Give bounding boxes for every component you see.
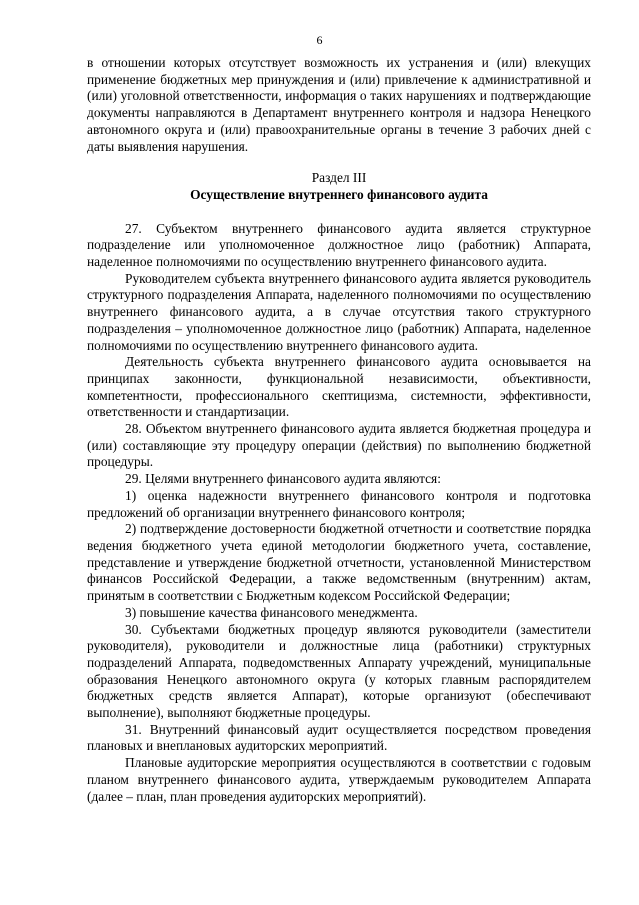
paragraph-31: 31. Внутренний финансовый аудит осуществляется посредством проведения плановых и внеплановых аудиторских мероприятий. bbox=[87, 721, 591, 754]
paragraph-30: 30. Субъектами бюджетных процедур являются руководители (заместители руководителя), руководители и должностные лица (работники) структурных подразделений Аппарата, подведомственных Аппарату учреждений, муниципальные образования Ненецкого автономного округа (у которых главным распорядителем бюджетных средств является Аппарат), которые организуют (обеспечивают выполнение), выполняют бюджетные процедуры. bbox=[87, 621, 591, 721]
paragraph-27-head: Руководителем субъекта внутреннего финансового аудита является руководитель структурного подразделения Аппарата, наделенного полномочиями по осуществлению внутреннего финансового аудита, а в случае отсутствия такого структурного подразделения – уполномоченное должностное лицо (работник) Аппарата, наделенное полномочиями по осуществлению внутреннего финансового аудита. bbox=[87, 270, 591, 353]
paragraph-29-item-3: 3) повышение качества финансового менеджмента. bbox=[125, 604, 418, 620]
paragraph-29-item-1: 1) оценка надежности внутреннего финансового контроля и подготовка предложений об организации внутреннего финансового контроля; bbox=[87, 487, 591, 520]
section-title: Осуществление внутреннего финансового аудита bbox=[190, 186, 488, 202]
intro-paragraph: в отношении которых отсутствует возможность их устранения и (или) влекущих применение бюджетных мер принуждения и (или) привлечение к административной и (или) уголовной ответственности, информация о таких нарушениях и подтверждающие документы направляются в Департамент внутреннего контроля и надзора Ненецкого автономного округа и (или) правоохранительные органы в течение 3 рабочих дней с даты выявления нарушения. bbox=[87, 55, 591, 154]
paragraph-31-plan: Плановые аудиторские мероприятия осуществляются в соответствии с годовым планом внутреннего финансового аудита, утверждаемым руководителем Аппарата (далее – план, план проведения аудиторских мероприятий). bbox=[87, 755, 591, 804]
paragraph-29: 29. Целями внутреннего финансового аудита являются: bbox=[125, 471, 441, 487]
page-number: 6 bbox=[316, 33, 323, 47]
paragraph-27: 27. Субъектом внутреннего финансового аудита является структурное подразделение или уполномоченное должностное лицо (работник) Аппарата, наделенное полномочиями по осуществлению внутреннего финансового аудита. bbox=[87, 220, 591, 270]
section-label: Раздел III bbox=[311, 170, 367, 186]
paragraph-27-principles: Деятельность субъекта внутреннего финансового аудита основывается на принципах законности, функциональной независимости, объективности, компетентности, профессионального скептицизма, системности, эффективности, ответственности и стандартизации. bbox=[87, 354, 591, 420]
document-body bbox=[87, 55, 591, 805]
paragraph-29-item-2: 2) подтверждение достоверности бюджетной отчетности и соответствие порядка ведения бюджетного учета единой методологии бюджетного учета, составление, представление и утверждение бюджетной отчетности, установленной Министерством финансов Российской Федерации, а также ведомственным (внутренним) актам, принятым в соответствии с Бюджетным кодексом Российской Федерации; bbox=[87, 521, 591, 604]
paragraph-28: 28. Объектом внутреннего финансового аудита является бюджетная процедура и (или) составляющие эту процедуру операции (действия) по выполнению бюджетной процедуры. bbox=[87, 421, 591, 470]
